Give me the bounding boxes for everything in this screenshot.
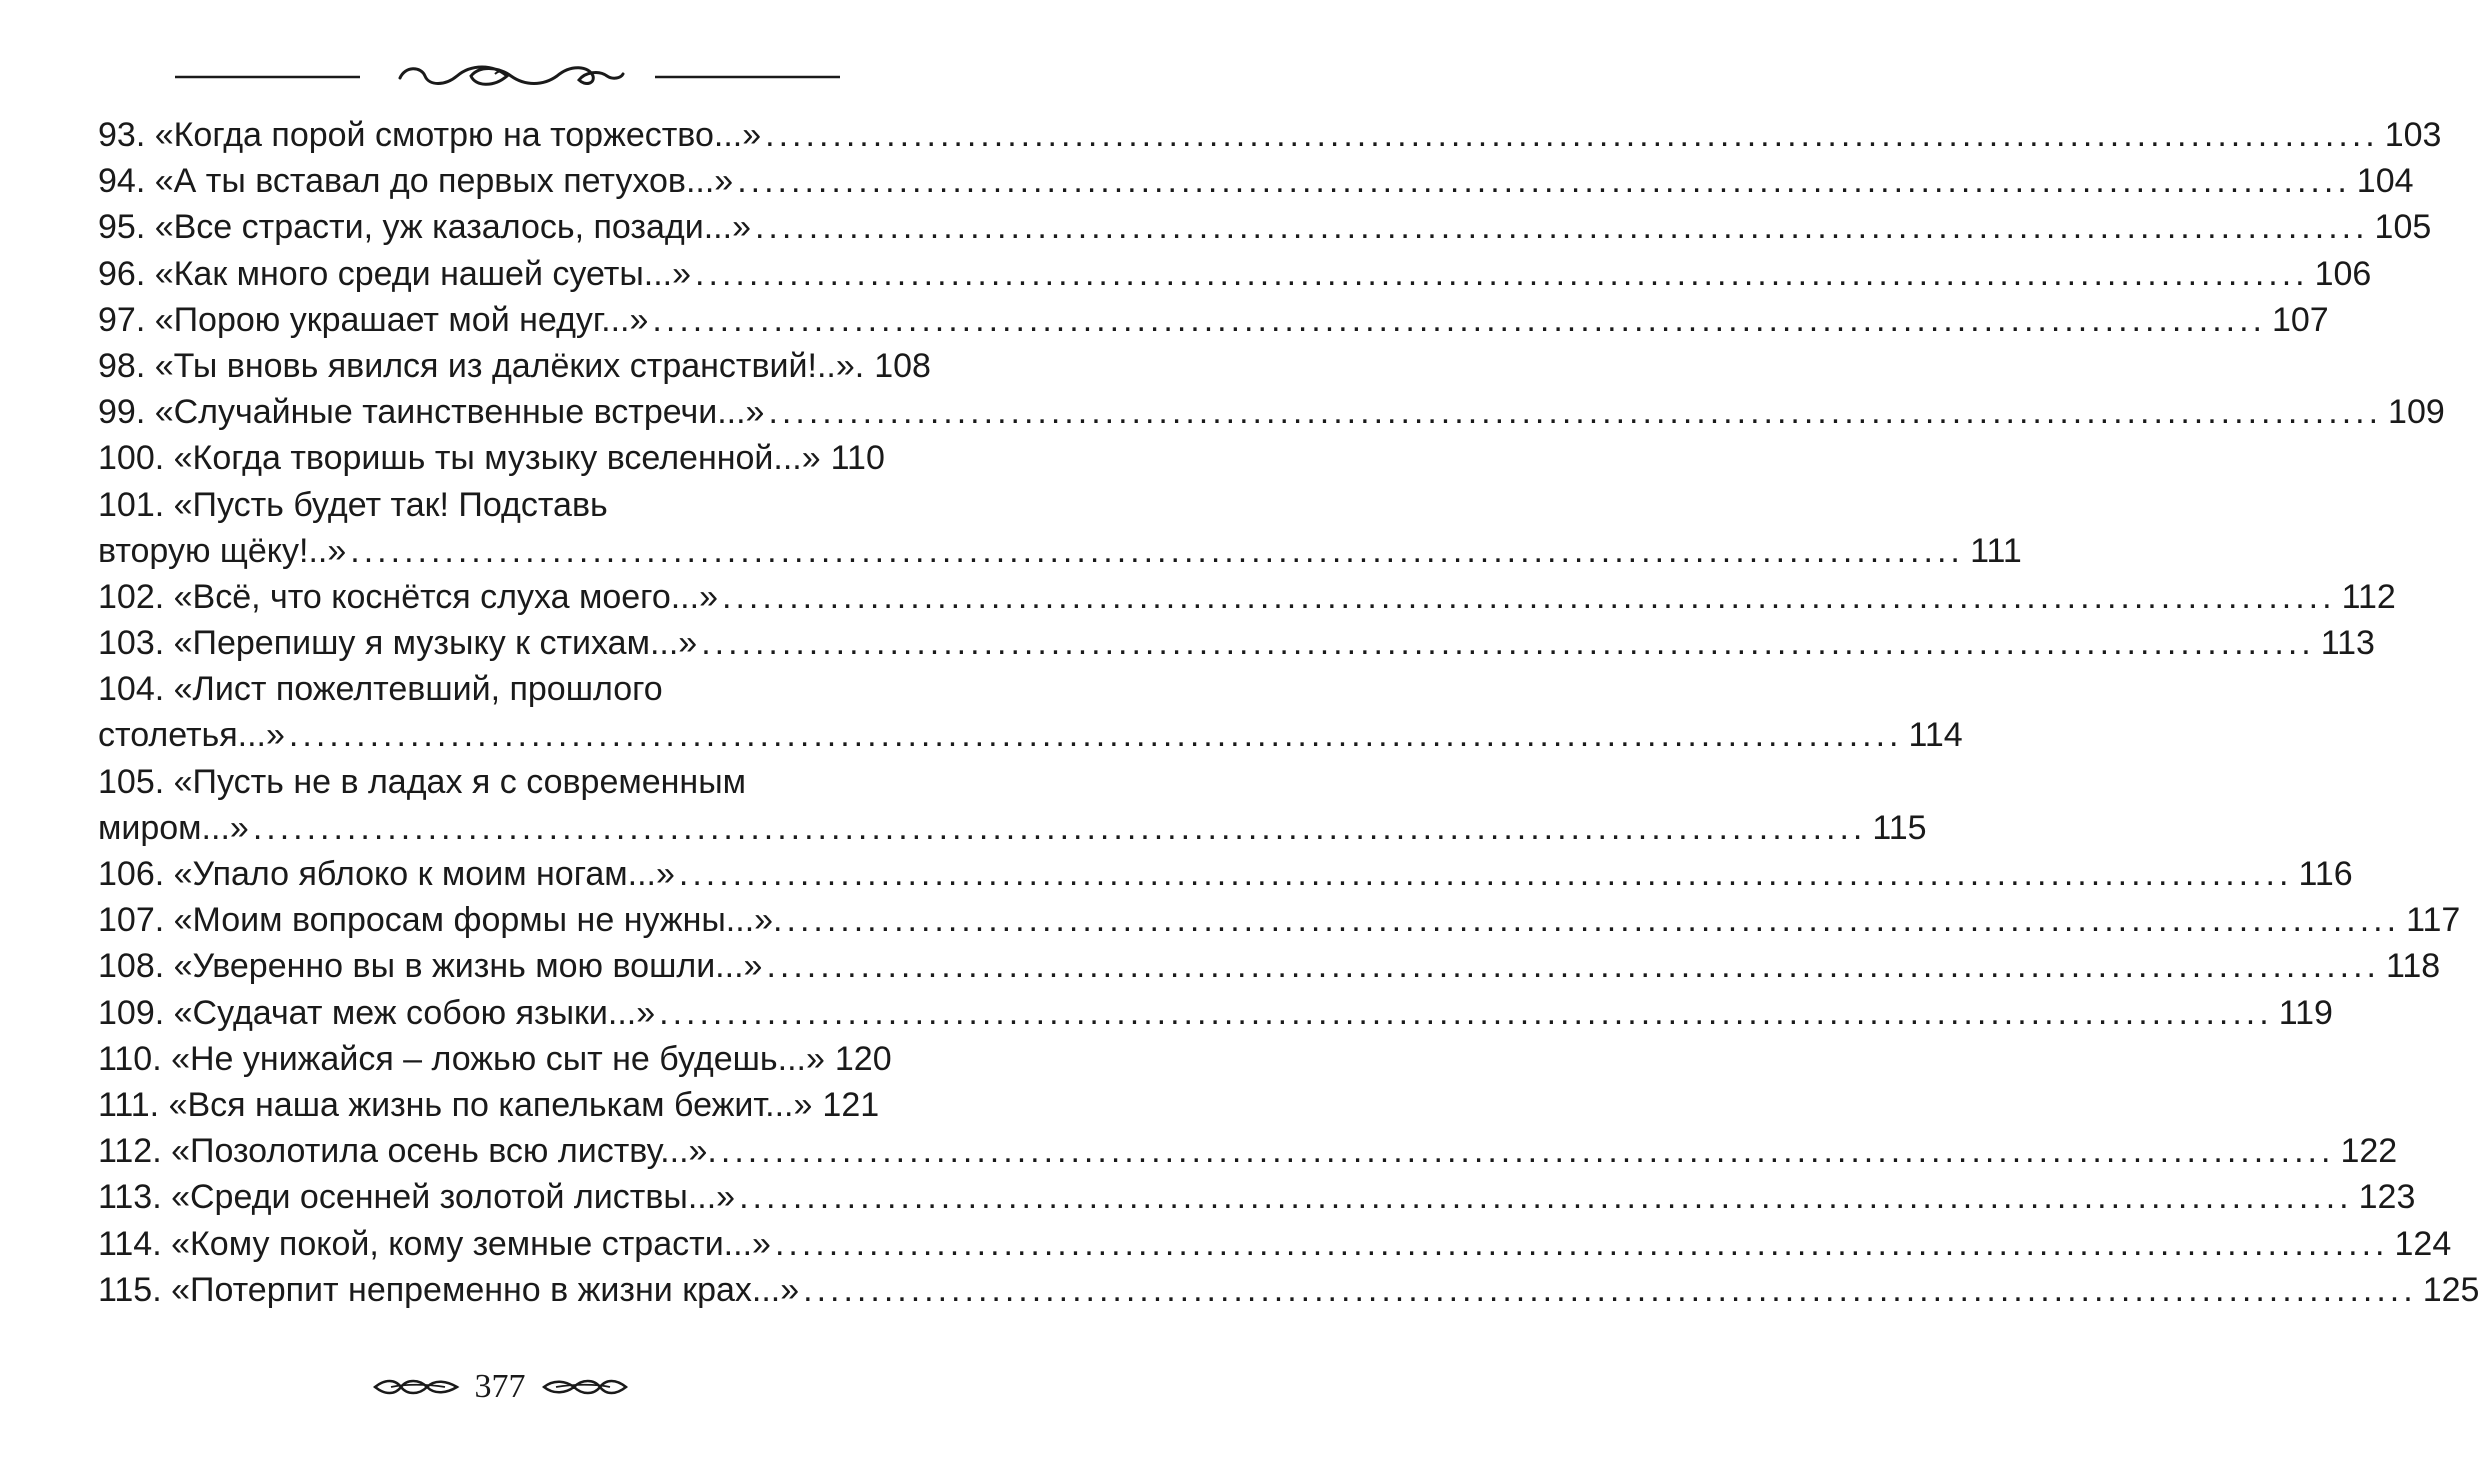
toc-entry — [98, 482, 873, 528]
dot-leader: ........................................................................................................................ — [786, 901, 2401, 940]
toc-entry — [98, 112, 2442, 158]
dot-leader: ........................................................................................................................ — [754, 208, 2369, 247]
right-flourish-icon — [540, 1375, 630, 1399]
toc-entry — [98, 990, 2333, 1036]
toc-entry-page: 108 — [874, 346, 931, 385]
toc-entry — [98, 851, 2353, 897]
dot-leader: ........................................................................................................................ — [765, 116, 2379, 154]
toc-entry-page: 110 — [830, 439, 885, 478]
dot-leader: ........................................................................................................................ — [652, 300, 2266, 339]
toc-entry-page: 117 — [2406, 901, 2461, 940]
left-flourish-icon — [371, 1375, 461, 1399]
toc-entry-title: 108. «Уверенно вы в жизнь мою вошли...» — [98, 947, 763, 986]
page-footer — [0, 1362, 1000, 1412]
toc-entry — [98, 343, 931, 389]
toc-entry-title: столетья...» — [98, 716, 285, 755]
dot-leader: ........................................................................................................................ — [803, 1270, 2417, 1309]
table-of-contents — [98, 112, 2479, 1313]
dot-leader: ........................................................................................................................ — [774, 1224, 2389, 1263]
toc-entry — [98, 1128, 2398, 1174]
header-ornament-icon — [175, 52, 840, 102]
dot-leader: ........................................................................................................................ — [659, 993, 2273, 1032]
toc-entry — [98, 389, 2445, 435]
toc-entry — [98, 620, 2375, 666]
toc-entry-title: 115. «Потерпит непременно в жизни крах...» — [98, 1270, 800, 1309]
toc-entry — [98, 666, 873, 712]
toc-entry — [98, 1221, 2452, 1267]
toc-entry-page: 124 — [2394, 1224, 2452, 1263]
toc-entry-title: 98. «Ты вновь явился из далёких странствий!..». — [98, 346, 865, 385]
dot-leader: ........................................................................................................................ — [252, 808, 1867, 847]
toc-entry-title: 111. «Вся наша жизнь по капелькам бежит...» — [98, 1085, 813, 1124]
toc-entry-title: 105. «Пусть не в ладах я с современным — [98, 762, 747, 801]
dot-leader: ........................................................................................................................ — [737, 162, 2351, 201]
toc-entry — [98, 943, 2441, 989]
dot-leader: ........................................................................................................................ — [701, 624, 2315, 663]
toc-entry-page: 109 — [2388, 393, 2445, 432]
toc-entry-title: 99. «Случайные таинственные встречи...» — [98, 393, 765, 432]
toc-entry — [98, 1082, 880, 1128]
dot-leader: ........................................................................................................................ — [678, 855, 2293, 893]
toc-entry-title: 96. «Как много среди нашей суеты...» — [98, 254, 692, 293]
toc-entry-title: 113. «Среди осенней золотой листвы...» — [98, 1178, 736, 1217]
toc-entry — [98, 1174, 2416, 1220]
toc-entry-title: вторую щёку!..» — [98, 531, 347, 570]
toc-entry — [98, 805, 1927, 851]
toc-entry — [98, 897, 2461, 943]
dot-leader: ........................................................................................................................ — [288, 716, 1903, 755]
toc-entry-title: 94. «А ты вставал до первых петухов...» — [98, 162, 734, 201]
toc-entry-page: 120 — [834, 1039, 892, 1078]
dot-leader: ........................................................................................................................ — [720, 1132, 2335, 1171]
toc-entry-page: 106 — [2314, 254, 2372, 293]
toc-entry-page: 118 — [2386, 947, 2441, 986]
toc-entry — [98, 251, 2372, 297]
toc-entry-title: 102. «Всё, что коснётся слуха моего...» — [98, 577, 718, 616]
toc-entry-page: 107 — [2271, 300, 2329, 339]
toc-entry-page: 115 — [1872, 808, 1927, 847]
toc-entry-title: 101. «Пусть будет так! Подставь — [98, 485, 608, 524]
toc-entry — [98, 574, 2396, 620]
toc-entry-page: 114 — [1908, 716, 1963, 755]
toc-entry-page: 125 — [2422, 1270, 2479, 1309]
dot-leader: ........................................................................................................................ — [766, 947, 2380, 986]
toc-entry — [98, 204, 2432, 250]
toc-entry-title: 93. «Когда порой смотрю на торжество...» — [98, 116, 762, 154]
toc-entry — [98, 297, 2329, 343]
toc-entry-title: 100. «Когда творишь ты музыку вселенной...» — [98, 439, 821, 478]
toc-entry — [98, 158, 2414, 204]
toc-entry-page: 116 — [2298, 855, 2353, 893]
dot-leader: ........................................................................................................................ — [695, 254, 2309, 293]
toc-entry-title: 106. «Упало яблоко к моим ногам...» — [98, 855, 675, 893]
toc-entry-title: 95. «Все страсти, уж казалось, позади...» — [98, 208, 751, 247]
toc-entry — [98, 1267, 2479, 1313]
page-number: 377 — [474, 1368, 526, 1405]
toc-entry-page: 104 — [2356, 162, 2414, 201]
toc-entry-title: 97. «Порою украшает мой недуг...» — [98, 300, 649, 339]
dot-leader: ........................................................................................................................ — [739, 1178, 2353, 1217]
toc-entry-page: 122 — [2340, 1132, 2398, 1171]
toc-entry-title: 112. «Позолотила осень всю листву...». — [98, 1132, 717, 1171]
toc-entry-page: 111 — [1970, 531, 2022, 570]
toc-entry-title: 103. «Перепишу я музыку к стихам...» — [98, 624, 698, 663]
dot-leader: ........................................................................................................................ — [722, 577, 2336, 616]
toc-entry-title: 104. «Лист пожелтевший, прошлого — [98, 670, 663, 709]
toc-entry-page: 123 — [2358, 1178, 2416, 1217]
toc-entry — [98, 435, 885, 481]
toc-entry-page: 103 — [2384, 116, 2442, 154]
toc-entry — [98, 528, 2022, 574]
toc-entry-page: 121 — [822, 1085, 880, 1124]
toc-entry-title: 110. «Не унижайся – ложью сыт не будешь...» — [98, 1039, 825, 1078]
toc-entry-title: 114. «Кому покой, кому земные страсти...» — [98, 1224, 771, 1263]
toc-entry-title: миром...» — [98, 808, 249, 847]
dot-leader: ........................................................................................................................ — [768, 393, 2383, 432]
toc-entry-title: 109. «Судачат меж собою языки...» — [98, 993, 656, 1032]
toc-entry — [98, 712, 1963, 758]
toc-entry — [98, 759, 873, 805]
toc-entry-title: 107. «Моим вопросам формы не нужны...». — [98, 901, 783, 940]
toc-entry-page: 105 — [2374, 208, 2432, 247]
toc-entry-page: 119 — [2278, 993, 2333, 1032]
toc-entry-page: 112 — [2341, 577, 2396, 616]
toc-entry — [98, 1036, 892, 1082]
toc-entry-page: 113 — [2320, 624, 2375, 663]
dot-leader: ........................................................................................................................ — [350, 531, 1964, 570]
